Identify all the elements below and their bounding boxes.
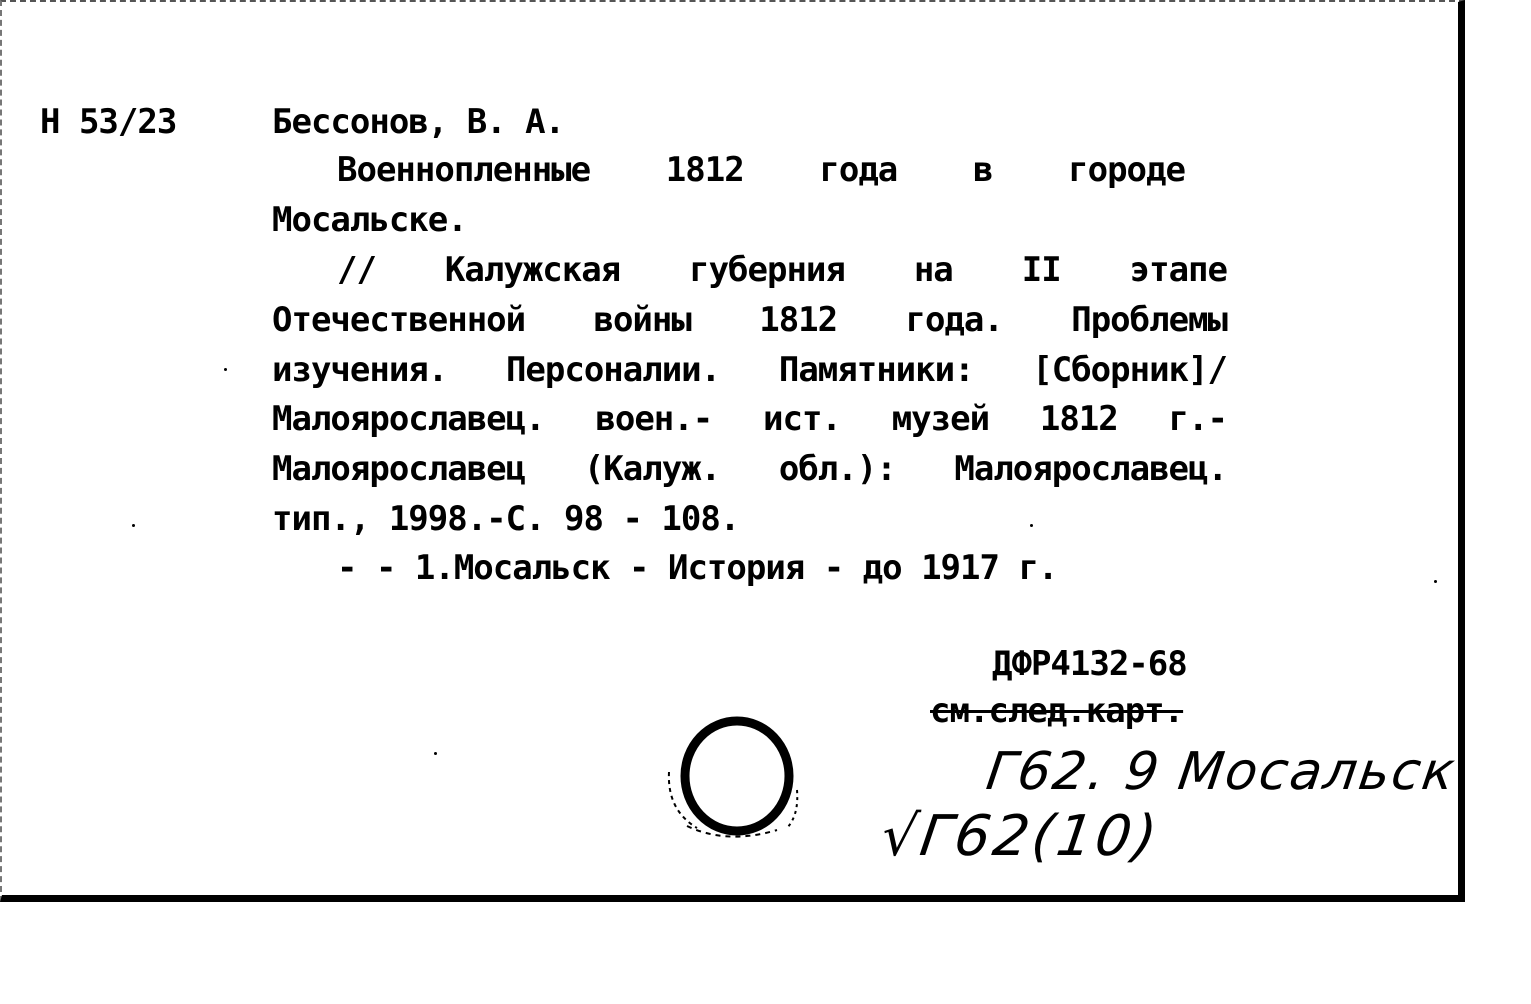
source-word: обл.): [778, 449, 896, 489]
author-name: Бессонов, В. А. [272, 102, 565, 142]
source-word: Малоярославец [272, 449, 526, 489]
source-word: Отечественной [272, 300, 526, 340]
title-word: Военнопленные [337, 150, 591, 190]
see-next-card-struck: см.след.карт. [930, 691, 1184, 731]
handwritten-class-mark: √Г62(10) [877, 804, 1164, 869]
source-word: Персоналии. [505, 350, 721, 390]
speck [1434, 580, 1437, 583]
source-line-2 [272, 300, 1227, 340]
title-word: 1812 [665, 150, 744, 190]
subject-heading: - - 1.Мосальск - История - до 1917 г. [337, 548, 1058, 588]
source-word: года. [905, 300, 1003, 340]
source-word: (Калуж. [583, 449, 721, 489]
source-line-6: тип., 1998.-С. 98 - 108. [272, 499, 740, 539]
source-word: 1812 [759, 300, 838, 340]
source-word: Проблемы [1071, 300, 1227, 340]
title-line-2: Мосальске. [272, 200, 467, 240]
source-word: на [913, 250, 953, 290]
source-line-5 [272, 449, 1227, 489]
stamp-circle-icon [657, 710, 807, 850]
source-line-1 [337, 250, 1227, 290]
speck [132, 524, 135, 527]
source-word: Малоярославец. [272, 399, 545, 439]
card-code: ДФР4132-68 [992, 644, 1187, 684]
speck [1030, 524, 1033, 527]
title-word: в [972, 150, 993, 190]
source-line-3 [272, 350, 1227, 390]
source-word: воен.- [595, 399, 713, 439]
source-word: изучения. [272, 350, 448, 390]
title-word: года [819, 150, 898, 190]
source-word: Малоярославец. [954, 449, 1227, 489]
source-word: войны [593, 300, 691, 340]
source-word: губерния [689, 250, 845, 290]
source-word: музей [891, 399, 990, 439]
source-word: [Сборник]/ [1032, 350, 1227, 390]
source-word: // [337, 250, 376, 290]
source-word: г.- [1168, 399, 1227, 439]
handwritten-classification: Г62. 9 Мосальск [982, 742, 1461, 802]
source-word: ист. [763, 399, 841, 439]
speck [224, 368, 227, 371]
source-word: Памятники: [778, 350, 974, 390]
source-word: 1812 [1039, 399, 1118, 439]
shelf-mark: Н 53/23 [40, 102, 177, 142]
source-word: Калужская [444, 250, 621, 290]
title-word: городе [1068, 150, 1185, 190]
title-line-1 [337, 150, 1185, 190]
speck [434, 752, 437, 755]
source-word: этапе [1129, 250, 1227, 290]
source-line-4 [272, 399, 1227, 439]
source-word: II [1021, 250, 1061, 290]
